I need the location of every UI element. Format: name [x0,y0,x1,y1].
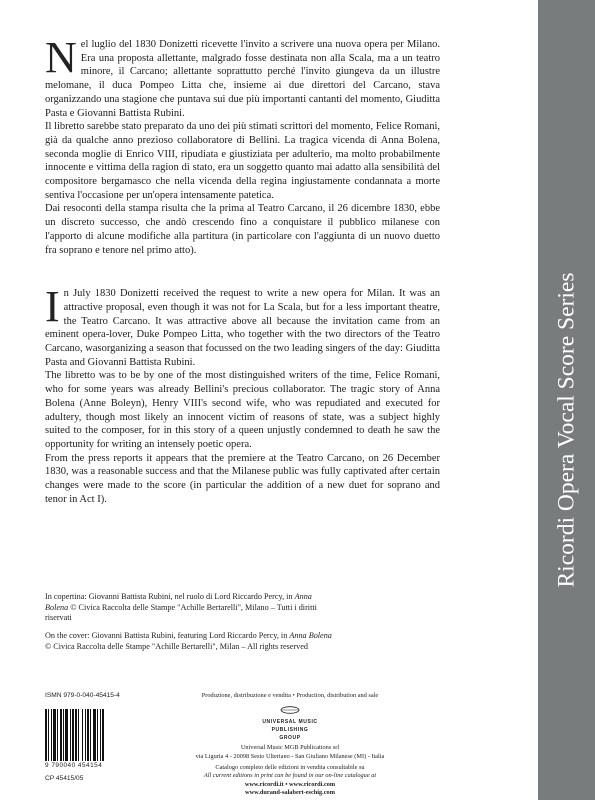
websites: www.ricordi.it • www.ricordi.com [244,780,336,788]
production-line: Produzione, distribuzione e vendita • Production, distribution and sale [201,692,379,699]
ismn-number: ISMN 979-0-040-45415-4 [45,692,120,699]
footer-barcode-area [45,692,125,782]
publisher-logo: UNIVERSAL MUSIC PUBLISHING GROUP [260,706,320,742]
website-link[interactable]: www.durand-salabert-eschig.com [245,788,335,796]
main-text [45,33,440,507]
footer-publisher [160,692,420,797]
series-title: Ricordi Opera Vocal Score Series [553,272,580,588]
italian-paragraph-1: el luglio del 1830 Donizetti ricevette l'invito a scrivere una nuova opera per Milano. Era una proposta allettante, malgrado fosse destinata non alla Scala, ma a un teatro minore, il Carcano; allettante soprattutto perché l'invito giungeva da un illustre melomane, il duca Pompeo Litta che, insieme ai due direttori del Carcano, stava organizzando una stagione che puntava sui due più importanti cantanti del momento, Giuditta Pasta e Giovanni Battista Rubini. [45,39,440,119]
caption-title-english: Anna Bolena [289,631,332,640]
globe-logo-icon [260,706,320,714]
barcode-number: 9 790040 454154 [45,762,103,769]
english-paragraph-1: n July 1830 Donizetti received the request to write a new opera for Milan. It was an attractive proposal, even though it was not for La Scala, but for a less important theatre, the Teatro Carcano. It was attractive above all because the invitation came from an eminent opera-lover, Duke Pompeo Litta, who together with the two directors of the Teatro Carcano, wasorganizing a season that focussed on the two leading singers of the day: Giuditta Pasta and Giovanni Battista Rubini. [45,288,440,368]
italian-text [45,33,440,257]
english-text [45,282,440,506]
catalog-note-english: All current editions in print can be found in our on-line catalogue at [203,772,377,780]
barcode [45,703,123,761]
catalog-note-italian: Catalogo completo delle edizioni in vendita consultabile su [215,764,365,772]
cover-caption-english: On the cover: Giovanni Battista Rubini, featuring Lord Riccardo Percy, in Anna Bolena © Civica Raccolta delle Stampe "Achille Bertarelli", Milan – All rights reserved [45,631,332,651]
website-link[interactable]: www.ricordi.com [289,780,336,788]
cover-caption-italian: In copertina: Giovanni Battista Rubini, nel ruolo di Lord Riccardo Percy, in Anna Bolena © Civica Raccolta delle Stampe "Achille Bertarelli", Milano – Tutti i diritti riservati [45,592,317,622]
website-link[interactable]: www.ricordi.it [244,780,284,788]
english-paragraph-3: From the press reports it appears that the premiere at the Teatro Carcano, on 26 December 1830, was a reasonable success and that the Milanese public was fully captivated after certain changes were made to the score (in particular the addition of a new duet for soprano and tenor in Act I). [45,452,440,505]
caption-title-italian: Anna Bolena [45,592,312,612]
english-paragraph-2: The libretto was to be by one of the most distinguished writers of the time, Felice Romani, who for some years was already Bellini's precious collaborator. The tragic story of Anna Bolena (Anne Boleyn), Henry VIII's second wife, who was repudiated and executed for adultery, though most likely an innocent victim of reasons of state, was a subject highly suited to the composer, for in this story of a queen unjustly condemned to death he saw the opportunity for writing an intensely poetic opera. [45,370,440,450]
barcode-bar [104,709,106,761]
dropcap-english: I [45,282,60,332]
italian-paragraph-3: Dai resoconti della stampa risulta che la prima al Teatro Carcano, il 26 dicembre 1830, ebbe un discreto successo, che andò crescendo fino a conquistare il pubblico milanese con l'apporto di alcune modifiche alla partitura (in particolare con l'aggiunta di un nuovo duetto fra soprano e tenore nel primo atto). [45,203,440,256]
dropcap-italian: N [45,33,77,82]
company-address: via Liguria 4 - 20098 Sesto Ulteriano - San Giuliano Milanese (MI) - Italia [195,752,385,760]
company-name: Universal Music MGB Publications srl [240,744,340,752]
italian-paragraph-2: Il libretto sarebbe stato preparato da uno dei più stimati scrittori del momento, Felice Romani, già da qualche anno prezioso collaboratore di Bellini. La tragica vicenda di Anna Bolena, seconda moglie di Enrico VIII, ripudiata e giustiziata per adulterio, ma molto probabilmente innocente e vittima della ragion di stato, era un soggetto quanto mai adatto alla sensibilità del compositore bergamasco che nella vicenda della regina ingiustamente condannata a morte sentiva l'occasione per un'opera intensamente patetica. [45,121,440,201]
catalog-code: CP 45415/05 [45,775,84,782]
